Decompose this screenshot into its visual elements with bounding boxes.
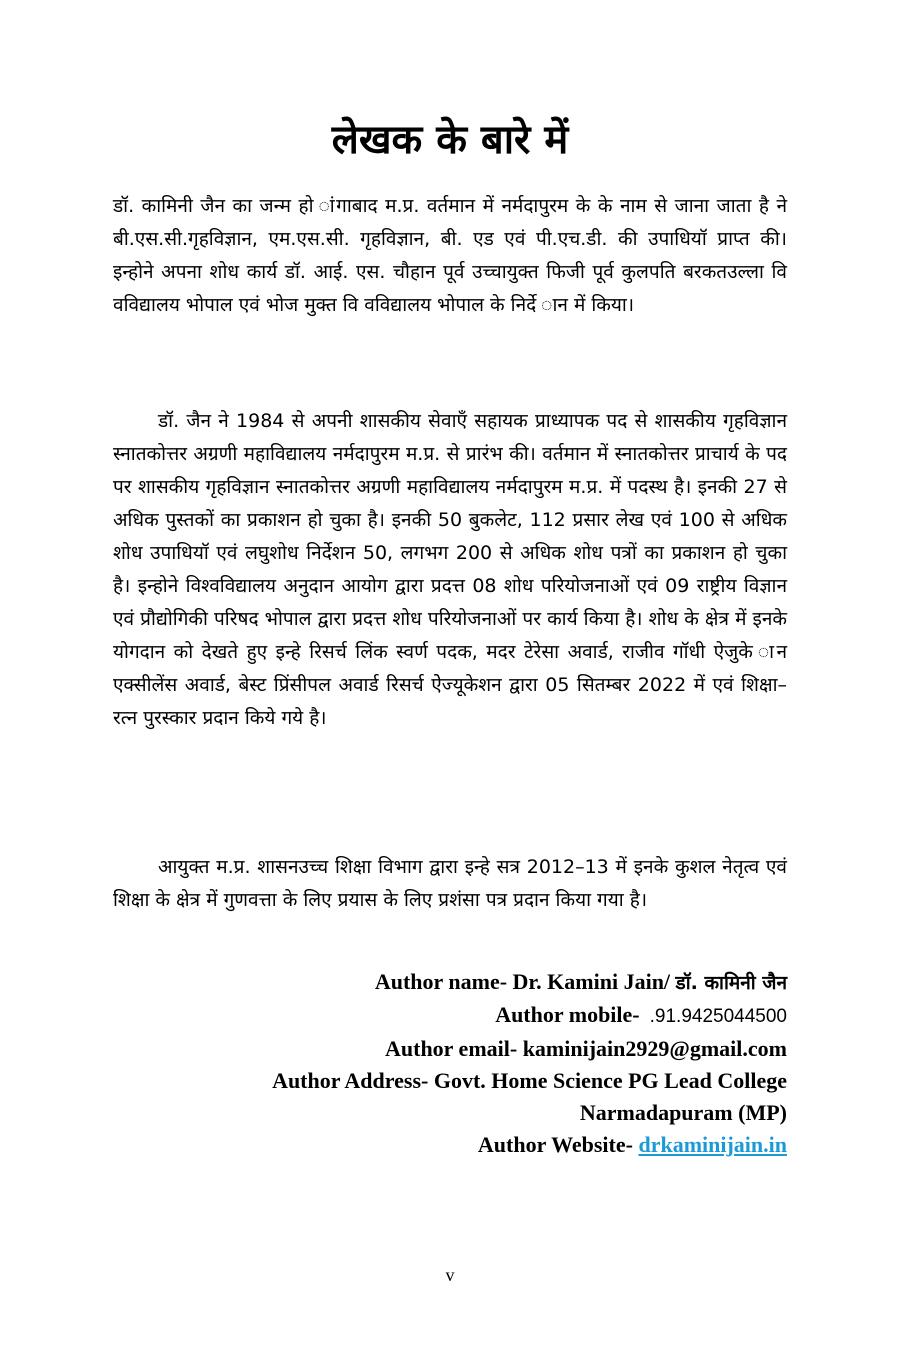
author-mobile-line <box>113 999 787 1033</box>
paragraph-birth-education: डॉ. कामिनी जैन का जन्म हो ांगाबाद म.प्र. वर्तमान में नर्मदापुरम के के नाम से जाना जाता है ने बी.एस.सी.गृहविज्ञान, एम.एस.सी. गृहविज्ञान, बी. एड एवं पी.एच.डी. की उपाधियॉ प्राप्त की। इन्होने अपना शोध कार्य डॉ. आई. एस. चौहान पूर्व उच्चायुक्त फिजी पूर्व कुलपति बरकतउल्ला वि वविद्यालय भोपाल एवं भोज मुक्त वि वविद्यालय भोपाल के निर्दे ान में किया। <box>113 195 787 316</box>
page-title: लेखक के बारे में <box>331 117 569 163</box>
author-address-line-2: Narmadapuram (MP) <box>579 1100 787 1125</box>
author-website-line <box>113 1129 787 1161</box>
author-name-hindi: डॉ. कामिनी जैन <box>675 972 787 994</box>
author-website-link[interactable]: drkaminijain.in <box>638 1132 787 1157</box>
author-mobile-label: Author mobile- <box>495 1002 640 1027</box>
page-number: v <box>445 1265 455 1285</box>
author-website-label: Author Website- <box>477 1132 639 1157</box>
author-details <box>113 966 787 1161</box>
author-email-line: Author email- kaminijain2929@gmail.com <box>385 1036 787 1061</box>
author-mobile-value: .91.9425044500 <box>649 1006 787 1027</box>
author-name-line <box>113 966 787 999</box>
author-name-label: Author name- Dr. Kamini Jain/ <box>374 969 676 994</box>
author-address-line-1: Author Address- Govt. Home Science PG Lead College <box>272 1068 787 1093</box>
paragraph-commendation: आयुक्त म.प्र. शासनउच्च शिक्षा विभाग द्वारा इन्हे सत्र 2012–13 में इनके कुशल नेतृत्व एवं शिक्षा के क्षेत्र में गुणवत्ता के लिए प्रयास के लिए प्रशंसा पत्र प्रदान किया गया है। <box>113 856 787 911</box>
paragraph-career: डॉ. जैन ने 1984 से अपनी शासकीय सेवाएँ सहायक प्राध्यापक पद से शासकीय गृहविज्ञान स्नातकोत्तर अग्रणी महाविद्यालय नर्मदापुरम म.प्र. से प्रारंभ की। वर्तमान में स्नातकोत्तर प्राचार्य के पद पर शासकीय गृहविज्ञान स्नातकोत्तर अग्रणी महाविद्यालय नर्मदापुरम म.प्र. में पदस्थ है। इनकी 27 से अधिक पुस्तकों का प्रकाशन हो चुका है। इनकी 50 बुकलेट, 112 प्रसार लेख एवं 100 से अधिक शोध उपाधियॉ एवं लघुशोध निर्देशन 50, लगभग 200 से अधिक शोध पत्रों का प्रकाशन हो चुका है। इन्होने विश्वविद्यालय अनुदान आयोग द्वारा प्रदत्त 08 शोध परियोजनाओं एवं 09 राष्ट्रीय विज्ञान एवं प्रौद्योगिकी परिषद भोपाल द्वारा प्रदत्त शोध परियोजनाओं पर कार्य किया है। शोध के क्षेत्र में इनके योगदान को देखते हुए इन्हे रिसर्च लिंक स्वर्ण पदक, मदर टेरेसा अवार्ड, राजीव गॉधी ऐजुके ान एक्सीलेंस अवार्ड, बेस्ट प्रिंसीपल अवार्ड रिसर्च ऐेज्यूकेशन द्वारा 05 सितम्बर 2022 में एवं शिक्षा–रत्न पुरस्कार प्रदान किये गये है। <box>113 410 787 729</box>
